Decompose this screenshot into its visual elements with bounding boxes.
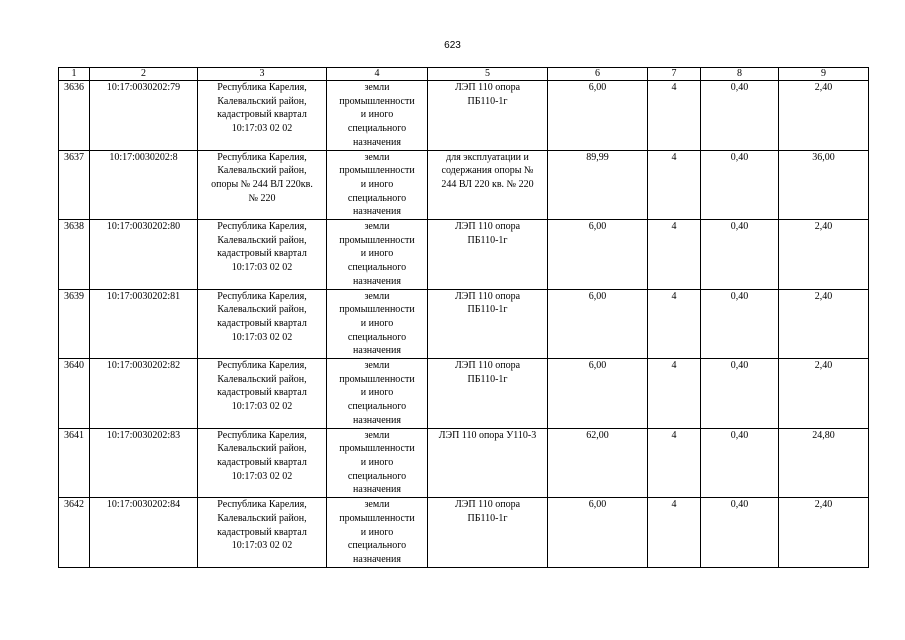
- permitted-use-cell-line: ПБ110-1г: [467, 95, 508, 107]
- area-cell: 6,00: [548, 359, 648, 429]
- location-cell: [198, 81, 327, 151]
- cadastral-number: 10:17:0030202:84: [90, 498, 198, 568]
- land-category-cell-line: земли: [364, 82, 390, 93]
- land-category-cell-line: и иного: [360, 456, 394, 468]
- table-row: [59, 428, 869, 498]
- land-category-cell-line: промышленности: [339, 304, 415, 316]
- location-cell-line: 10:17:03 02 02: [231, 331, 293, 343]
- location-cell-line: 10:17:03 02 02: [231, 123, 293, 135]
- permitted-use-cell-line: ПБ110-1г: [467, 234, 508, 246]
- total-cell: 36,00: [779, 150, 869, 220]
- land-category-cell-line: специального: [347, 540, 407, 552]
- permitted-use-cell-line: ЛЭП 110 опора: [454, 499, 521, 511]
- land-category-cell: [327, 289, 428, 359]
- permitted-use-cell: [428, 289, 548, 359]
- land-category-cell: [327, 498, 428, 568]
- land-category-cell-line: промышленности: [339, 443, 415, 455]
- cadastral-number: 10:17:0030202:79: [90, 81, 198, 151]
- table-row: [59, 150, 869, 220]
- location-cell-line: кадастровый квартал: [217, 317, 307, 329]
- land-category-cell-line: специального: [347, 123, 407, 135]
- permitted-use-cell-line: для эксплуатации и: [446, 151, 529, 163]
- land-category-cell-line: промышленности: [339, 373, 415, 385]
- column-7-cell: 4: [648, 359, 701, 429]
- column-header: 9: [779, 68, 869, 81]
- column-header: 5: [428, 68, 548, 81]
- column-header: 2: [90, 68, 198, 81]
- permitted-use-cell-line: ПБ110-1г: [467, 373, 508, 385]
- location-cell: [198, 289, 327, 359]
- location-cell: [198, 359, 327, 429]
- column-7-cell: 4: [648, 150, 701, 220]
- permitted-use-cell-line: ЛЭП 110 опора: [454, 290, 521, 302]
- land-category-cell: [327, 220, 428, 290]
- location-cell-line: 10:17:03 02 02: [231, 470, 293, 482]
- permitted-use-cell-line: ЛЭП 110 опора: [454, 82, 521, 93]
- land-category-cell-line: земли: [364, 151, 390, 163]
- column-header: 4: [327, 68, 428, 81]
- total-cell: 24,80: [779, 428, 869, 498]
- rate-cell: 0,40: [701, 498, 779, 568]
- permitted-use-cell-line: ЛЭП 110 опора: [454, 360, 521, 372]
- land-category-cell-line: и иного: [360, 387, 394, 399]
- land-category-cell-line: специального: [347, 331, 407, 343]
- total-cell: 2,40: [779, 498, 869, 568]
- column-header: 6: [548, 68, 648, 81]
- location-cell-line: Республика Карелия,: [217, 429, 307, 441]
- location-cell-line: кадастровый квартал: [217, 109, 307, 121]
- permitted-use-cell: [428, 359, 548, 429]
- permitted-use-cell: [428, 498, 548, 568]
- location-cell-line: кадастровый квартал: [217, 248, 307, 260]
- table-row: [59, 498, 869, 568]
- total-cell: 2,40: [779, 359, 869, 429]
- row-number: 3636: [59, 81, 90, 151]
- table-row: [59, 289, 869, 359]
- location-cell-line: Республика Карелия,: [217, 360, 307, 372]
- land-category-cell-line: специального: [347, 470, 407, 482]
- land-category-cell: [327, 359, 428, 429]
- land-category-cell: [327, 150, 428, 220]
- column-header: 3: [198, 68, 327, 81]
- total-cell: 2,40: [779, 289, 869, 359]
- land-category-cell-line: промышленности: [339, 512, 415, 524]
- location-cell-line: Калевальский район,: [217, 165, 307, 177]
- permitted-use-cell-line: ЛЭП 110 опора У110-3: [438, 429, 537, 441]
- location-cell-line: кадастровый квартал: [217, 456, 307, 468]
- location-cell-line: Калевальский район,: [217, 234, 307, 246]
- rate-cell: 0,40: [701, 150, 779, 220]
- area-cell: 6,00: [548, 498, 648, 568]
- column-7-cell: 4: [648, 81, 701, 151]
- location-cell-line: Республика Карелия,: [217, 290, 307, 302]
- location-cell-line: Республика Карелия,: [217, 151, 307, 163]
- land-category-cell-line: земли: [364, 290, 390, 302]
- location-cell: [198, 150, 327, 220]
- location-cell: [198, 428, 327, 498]
- land-category-cell: [327, 428, 428, 498]
- table-header-row: [59, 68, 869, 81]
- total-cell: 2,40: [779, 81, 869, 151]
- land-category-cell-line: и иного: [360, 526, 394, 538]
- land-category-cell-line: назначения: [353, 136, 401, 148]
- area-cell: 6,00: [548, 81, 648, 151]
- area-cell: 89,99: [548, 150, 648, 220]
- rate-cell: 0,40: [701, 359, 779, 429]
- land-category-cell: [327, 81, 428, 151]
- rate-cell: 0,40: [701, 289, 779, 359]
- land-category-cell-line: назначения: [353, 345, 401, 357]
- row-number: 3640: [59, 359, 90, 429]
- permitted-use-cell: [428, 428, 548, 498]
- location-cell-line: 10:17:03 02 02: [231, 540, 293, 552]
- rate-cell: 0,40: [701, 81, 779, 151]
- column-header: 7: [648, 68, 701, 81]
- location-cell-line: кадастровый квартал: [217, 526, 307, 538]
- permitted-use-cell-line: 244 ВЛ 220 кв. № 220: [441, 178, 534, 190]
- land-category-cell-line: промышленности: [339, 95, 415, 107]
- location-cell-line: Республика Карелия,: [217, 499, 307, 511]
- location-cell-line: Республика Карелия,: [217, 221, 307, 233]
- permitted-use-cell-line: содержания опоры №: [441, 165, 534, 177]
- row-number: 3639: [59, 289, 90, 359]
- permitted-use-cell-line: ПБ110-1г: [467, 304, 508, 316]
- rate-cell: 0,40: [701, 428, 779, 498]
- column-7-cell: 4: [648, 498, 701, 568]
- location-cell: [198, 498, 327, 568]
- area-cell: 6,00: [548, 220, 648, 290]
- location-cell-line: Калевальский район,: [217, 373, 307, 385]
- permitted-use-cell-line: ЛЭП 110 опора: [454, 221, 521, 233]
- area-cell: 62,00: [548, 428, 648, 498]
- cadastral-number: 10:17:0030202:80: [90, 220, 198, 290]
- column-7-cell: 4: [648, 289, 701, 359]
- permitted-use-cell: [428, 220, 548, 290]
- land-category-cell-line: назначения: [353, 275, 401, 287]
- land-category-cell-line: специального: [347, 262, 407, 274]
- land-category-cell-line: и иного: [360, 109, 394, 121]
- location-cell-line: № 220: [248, 192, 276, 204]
- rate-cell: 0,40: [701, 220, 779, 290]
- land-category-cell-line: земли: [364, 499, 390, 511]
- location-cell-line: 10:17:03 02 02: [231, 262, 293, 274]
- land-category-cell-line: специального: [347, 401, 407, 413]
- permitted-use-cell-line: ПБ110-1г: [467, 512, 508, 524]
- location-cell-line: опоры № 244 ВЛ 220кв.: [211, 178, 313, 190]
- land-category-cell-line: назначения: [353, 484, 401, 496]
- permitted-use-cell: [428, 150, 548, 220]
- land-category-cell-line: промышленности: [339, 165, 415, 177]
- location-cell-line: Калевальский район,: [217, 304, 307, 316]
- row-number: 3638: [59, 220, 90, 290]
- row-number: 3641: [59, 428, 90, 498]
- land-category-cell-line: специального: [347, 192, 407, 204]
- table-body: [59, 81, 869, 568]
- page-number: 623: [444, 40, 461, 51]
- land-category-cell-line: назначения: [353, 206, 401, 218]
- land-category-cell-line: земли: [364, 429, 390, 441]
- location-cell-line: 10:17:03 02 02: [231, 401, 293, 413]
- location-cell-line: Калевальский район,: [217, 443, 307, 455]
- location-cell-line: Республика Карелия,: [217, 82, 307, 93]
- permitted-use-cell: [428, 81, 548, 151]
- land-category-cell-line: промышленности: [339, 234, 415, 246]
- land-category-cell-line: земли: [364, 221, 390, 233]
- column-header: 8: [701, 68, 779, 81]
- land-category-cell-line: и иного: [360, 178, 394, 190]
- area-cell: 6,00: [548, 289, 648, 359]
- cadastral-number: 10:17:0030202:82: [90, 359, 198, 429]
- column-header: 1: [59, 68, 90, 81]
- table-row: [59, 220, 869, 290]
- row-number: 3642: [59, 498, 90, 568]
- row-number: 3637: [59, 150, 90, 220]
- column-7-cell: 4: [648, 428, 701, 498]
- land-category-cell-line: и иного: [360, 248, 394, 260]
- cadastral-number: 10:17:0030202:83: [90, 428, 198, 498]
- table-row: [59, 81, 869, 151]
- land-category-cell-line: и иного: [360, 317, 394, 329]
- total-cell: 2,40: [779, 220, 869, 290]
- location-cell-line: Калевальский район,: [217, 95, 307, 107]
- land-category-cell-line: назначения: [353, 414, 401, 426]
- land-register-table: [58, 67, 869, 568]
- land-category-cell-line: назначения: [353, 553, 401, 565]
- cadastral-number: 10:17:0030202:8: [90, 150, 198, 220]
- location-cell: [198, 220, 327, 290]
- land-category-cell-line: земли: [364, 360, 390, 372]
- location-cell-line: Калевальский район,: [217, 512, 307, 524]
- location-cell-line: кадастровый квартал: [217, 387, 307, 399]
- cadastral-number: 10:17:0030202:81: [90, 289, 198, 359]
- column-7-cell: 4: [648, 220, 701, 290]
- table-row: [59, 359, 869, 429]
